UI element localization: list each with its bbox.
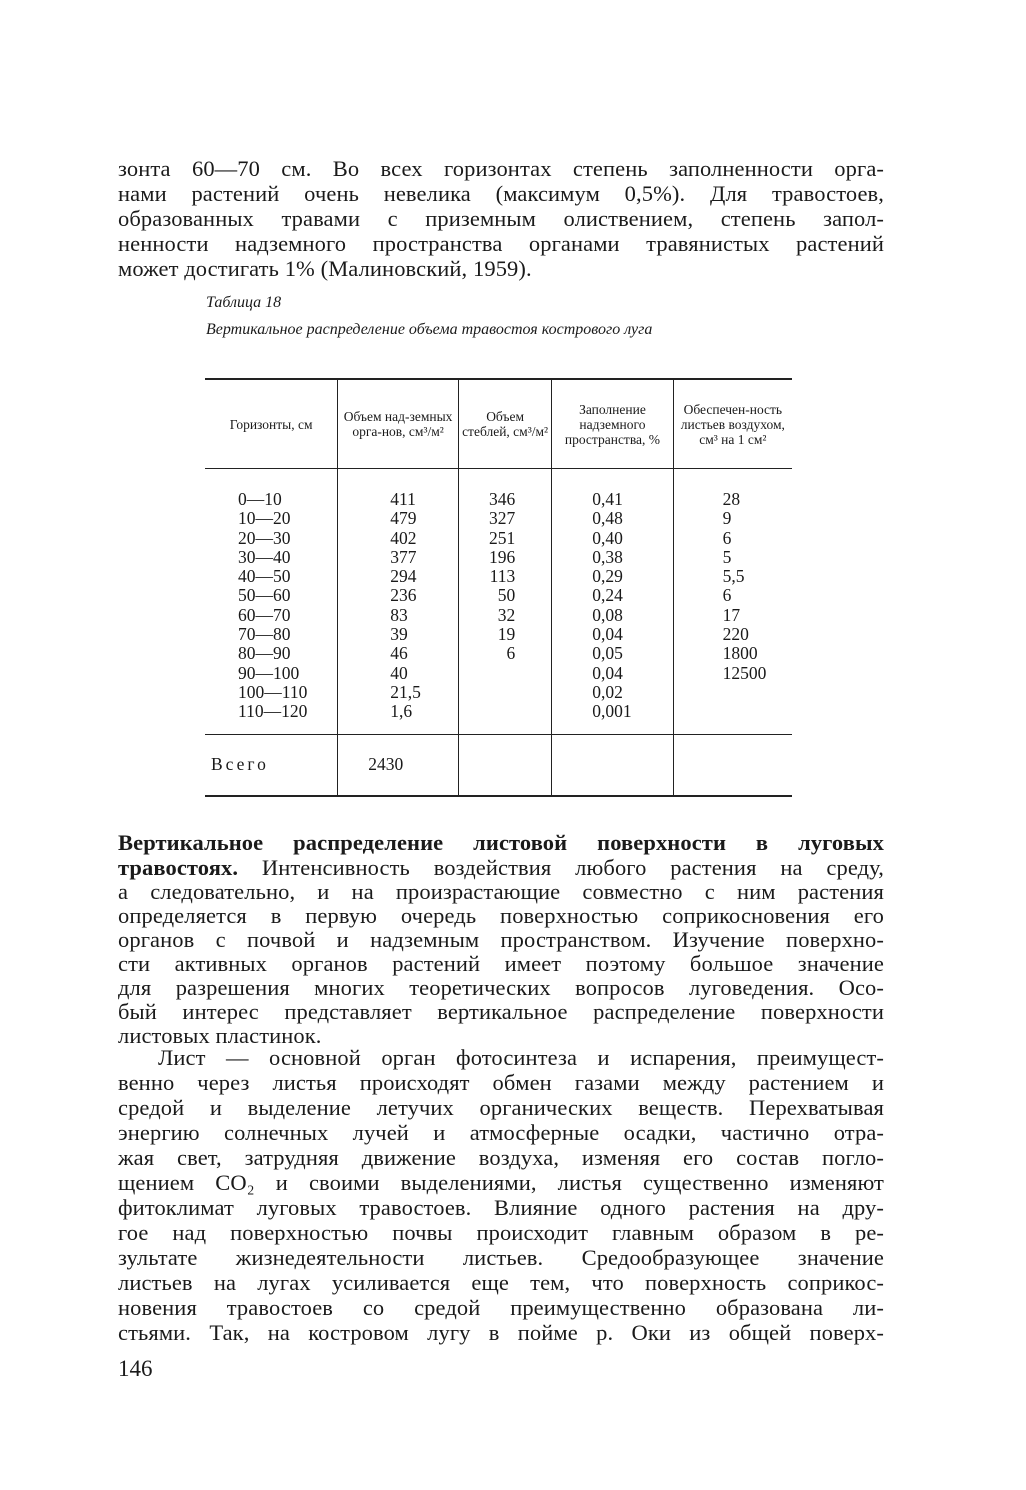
table-cell: 1800	[722, 643, 758, 664]
table-cell: 32	[497, 604, 516, 625]
table-cell	[674, 702, 792, 721]
table-cell: 0,40	[592, 527, 623, 548]
table-cell: 90—100	[238, 662, 300, 683]
table-cell: 5,5	[722, 566, 745, 587]
table-cell: 110—120	[238, 701, 308, 722]
table-cell: 40	[390, 662, 408, 683]
header-space-filling: Заполнение надземного пространства, %	[552, 379, 673, 469]
header-horizons: Горизонты, см	[205, 379, 338, 469]
col-space-filling	[552, 469, 673, 735]
table-cell: 100—110	[238, 681, 308, 702]
table-cell	[459, 664, 551, 683]
text-line: новения травостоев со средой преимущественно образована ли-	[118, 1295, 884, 1320]
table-cell: 70—80	[238, 624, 291, 645]
text-line: а следовательно, и на произрастающие совместно с ним растения	[118, 879, 884, 904]
text-line: ненности надземного пространства органами травянистых растений	[118, 231, 884, 256]
table-cell: 28	[722, 489, 741, 509]
table-cell: 80—90	[238, 643, 291, 664]
table-cell: 251	[488, 527, 516, 548]
table-cell: 6	[722, 585, 732, 606]
text-line: сти активных органов растений имеет поэтому большое значение	[118, 951, 884, 976]
text-line: органов с почвой и надземным пространством. Изучение поверхно-	[118, 927, 884, 952]
cell-list	[338, 490, 458, 722]
text-line: венно через листья происходят обмен газами между растением и	[118, 1070, 884, 1095]
text-line	[118, 856, 884, 880]
text-line: средой и выделение летучих органических веществ. Перехватывая	[118, 1095, 884, 1120]
table-body-row	[205, 469, 792, 735]
table-cell: 39	[390, 624, 408, 645]
table-cell: 0,04	[592, 624, 623, 645]
total-value: 2430	[338, 734, 459, 796]
text-line: Лист — основной орган фотосинтеза и испарения, преимущест-	[158, 1045, 884, 1070]
table-cell: 83	[390, 604, 408, 625]
total-label: Всего	[205, 734, 338, 796]
table-cell: 6	[722, 527, 732, 548]
table-cell: 0,38	[592, 546, 623, 567]
table-cell: 327	[488, 508, 516, 529]
table-cell: 0,41	[592, 489, 623, 509]
table-total-row	[205, 734, 792, 796]
text-line: листовых пластинок.	[118, 1023, 322, 1048]
text-line: может достигать 1% (Малиновский, 1959).	[118, 256, 532, 281]
cell-list	[459, 490, 551, 722]
col-organ-volume	[338, 469, 459, 735]
table-cell: 0,29	[592, 566, 623, 587]
table-cell: 21,5	[390, 681, 421, 702]
table-cell: 17	[722, 604, 741, 625]
table-cell: 50—60	[238, 585, 291, 606]
table-cell: 0,24	[592, 585, 623, 606]
table-cell: 0,001	[592, 701, 632, 722]
table-number: Таблица 18	[206, 294, 282, 311]
text-line: зонта 60—70 см. Во всех горизонтах степень заполненности орга-	[118, 156, 884, 181]
table-cell: 113	[489, 566, 516, 587]
table-cell: 6	[506, 643, 516, 664]
table-cell: 0,05	[592, 643, 623, 664]
table-cell: 10—20	[238, 508, 291, 529]
data-table	[205, 378, 792, 797]
table-cell	[674, 683, 792, 702]
table-cell: 1,6	[390, 701, 413, 722]
text-line: фитоклимат луговых травостоев. Влияние одного растения на дру-	[118, 1195, 884, 1220]
table-cell: 0,02	[592, 681, 623, 702]
cell-list	[552, 490, 672, 722]
table-cell: 46	[390, 643, 408, 664]
col-leaf-air	[673, 469, 792, 735]
table-cell: 346	[488, 489, 516, 509]
text-line: гое над поверхностью почвы происходит главным образом в ре-	[118, 1220, 884, 1245]
section-heading-end: травостоях.	[118, 855, 239, 880]
text-line: листьев на лугах усиливается еще тем, что поверхность соприкос-	[118, 1270, 884, 1295]
text-line: образованных травами с приземным олиствением, степень запол-	[118, 206, 884, 231]
table-cell: 294	[390, 566, 417, 587]
table-cell: 0,48	[592, 508, 623, 529]
table-cell: 479	[390, 508, 417, 529]
total-empty-cell	[552, 734, 673, 796]
cell-list	[205, 490, 315, 722]
table-header-row	[205, 379, 792, 469]
table-cell: 0—10	[238, 489, 282, 509]
table-cell: 19	[497, 624, 516, 645]
text-line: энергию солнечных лучей и атмосферные осадки, частично отра-	[118, 1120, 884, 1145]
table-cell: 236	[390, 585, 417, 606]
table-cell: 411	[390, 489, 416, 509]
text-line: щением CO₂ и своими выделениями, листья существенно изменяют	[118, 1170, 884, 1195]
col-stem-volume	[458, 469, 551, 735]
header-leaf-air: Обеспечен-ность листьев воздухом, см³ на 1 см²	[673, 379, 792, 469]
table-cell: 5	[722, 546, 732, 567]
text-line: стьями. Так, на костровом лугу в пойме р. Оки из общей поверх-	[118, 1320, 884, 1345]
table-cell: 20—30	[238, 527, 291, 548]
table-cell: 30—40	[238, 546, 291, 567]
table-cell: 377	[390, 546, 417, 567]
total-empty-cell	[458, 734, 551, 796]
cell-list	[674, 490, 792, 722]
table-cell: 196	[488, 546, 516, 567]
text-line: нами растений очень невелика (максимум 0,5%). Для травостоев,	[118, 181, 884, 206]
text-line: бый интерес представляет вертикальное распределение поверхности	[118, 999, 884, 1024]
total-empty-cell	[673, 734, 792, 796]
page-number: 146	[118, 1356, 153, 1381]
text-line: зультате жизнедеятельности листьев. Средообразующее значение	[118, 1245, 884, 1270]
text-line-bold-lead	[118, 831, 884, 855]
text-line: жая свет, затрудняя движение воздуха, изменяя его состав погло-	[118, 1145, 884, 1170]
table-cell: 60—70	[238, 604, 291, 625]
table-cell: 220	[722, 624, 749, 645]
text-line: определяется в первую очередь поверхностью соприкосновения его	[118, 903, 884, 928]
section-heading: Вертикальное распределение листовой поверхности в луговых	[118, 830, 884, 855]
table-cell	[459, 702, 551, 721]
text-fragment: Интенсивность воздействия любого растения на среду,	[238, 855, 884, 880]
header-stem-volume: Объем стеблей, см³/м²	[458, 379, 551, 469]
table-cell: 12500	[722, 662, 767, 683]
text-line: для разрешения многих теоретических вопросов луговедения. Осо-	[118, 975, 884, 1000]
table-cell: 9	[722, 508, 732, 529]
table-cell	[459, 683, 551, 702]
table-cell: 40—50	[238, 566, 291, 587]
table-cell: 402	[390, 527, 417, 548]
table-cell: 50	[497, 585, 516, 606]
col-horizons	[205, 469, 338, 735]
table-title: Вертикальное распределение объема травостоя кострового луга	[206, 321, 653, 338]
table-cell: 0,08	[592, 604, 623, 625]
header-organ-volume: Объем над-земных орга-нов, см³/м²	[338, 379, 459, 469]
table-cell: 0,04	[592, 662, 623, 683]
